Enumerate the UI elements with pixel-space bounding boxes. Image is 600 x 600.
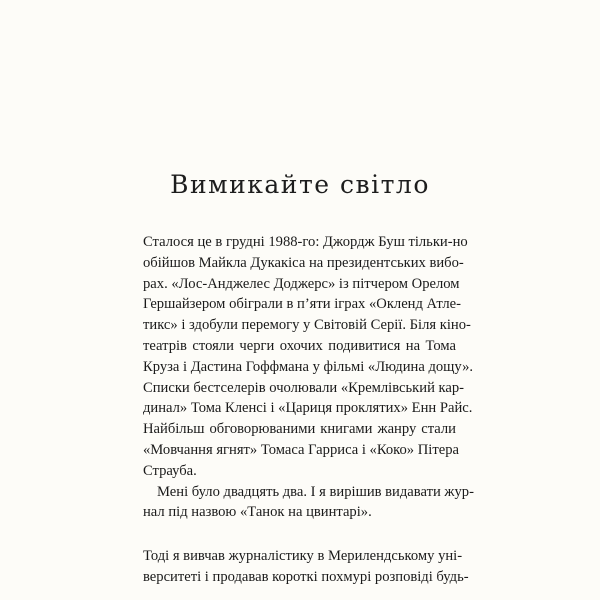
body-text (143, 232, 474, 588)
text-line: Найбільш обговорюваними книгами жанру стали (143, 421, 456, 438)
text-line: Сталося це в грудні 1988-го: Джордж Буш тільки-но (143, 234, 468, 250)
paragraph-gap (143, 523, 456, 546)
text-line: Списки бестселерів очолювали «Кремлівський кар- (143, 379, 465, 396)
paragraph (143, 546, 469, 588)
paragraph (143, 232, 474, 482)
text-line: «Мовчання ягнят» Томаса Гарриса і «Коко» Пітера (143, 441, 459, 458)
text-line: Страуба. (143, 462, 197, 479)
text-line: верситеті і продавав короткі похмурі розповіді будь- (143, 568, 469, 585)
chapter-title: Вимикайте світло (170, 170, 430, 199)
text-line: обійшов Майкла Дукакіса на президентських вибо- (143, 254, 464, 271)
text-line: Круза і Дастина Гоффмана у фільмі «Людина дощу». (143, 358, 474, 375)
text-line: театрів стояли черги охочих подивитися на Тома (143, 337, 456, 354)
text-line: рах. «Лос-Анджелес Доджерс» із пітчером Орелом (143, 275, 460, 292)
text-line: Мені було двадцять два. І я вирішив видавати жур- (157, 483, 474, 500)
text-line: динал» Тома Кленсі і «Цариця проклятих» Енн Райс. (143, 400, 473, 417)
text-line: Тоді я вивчав журналістику в Мерилендському уні- (143, 548, 463, 565)
text-line: нал під назвою «Танок на цвинтарі». (143, 504, 372, 521)
text-line: тикс» і здобули перемогу у Світовій Серії. Біля кіно- (143, 317, 471, 334)
text-line: Гершайзером обіграли в п’яти іграх «Окленд Атле- (143, 296, 462, 313)
paragraph (143, 482, 474, 524)
